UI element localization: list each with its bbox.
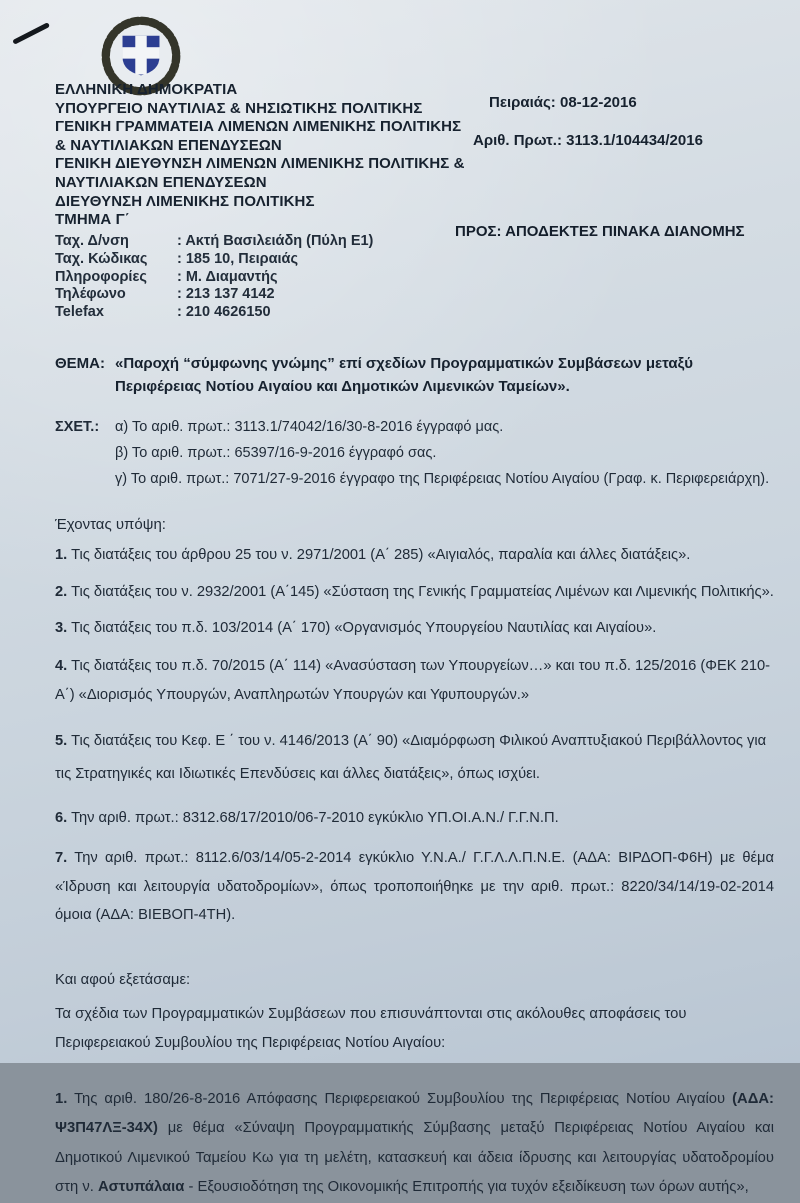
item-text: Τις διατάξεις του π.δ. 103/2014 (Α΄ 170) «Οργανισμός Υπουργείου Ναυτιλίας και Αιγαίου». (67, 620, 657, 636)
item-text: Την αριθ. πρωτ.: 8312.68/17/2010/06-7-2010 εγκύκλιο ΥΠ.ΟΙ.Α.Ν./ Γ.Γ.Ν.Π. (67, 809, 559, 826)
contact-value: : Μ. Διαμαντής (177, 268, 278, 285)
contact-row (55, 233, 415, 251)
reference-item: γ) Το αριθ. πρωτ.: 7071/27-9-2016 έγγραφο της Περιφέρειας Νοτίου Αιγαίου (Γραφ. κ. Περιφερειάρχη). (115, 471, 770, 487)
item-number: 1. (55, 547, 68, 563)
references-label: ΣΧΕΤ.: (55, 419, 100, 435)
examined-heading: Και αφού εξετάσαμε: (55, 971, 191, 988)
item-number: 7. (55, 850, 68, 866)
ministry-line: ΝΑΥΤΙΛΙΑΚΩΝ ΕΠΕΝΔΥΣΕΩΝ (55, 173, 267, 191)
item-text: Τις διατάξεις του π.δ. 70/2015 (Α΄ 114) «Ανασύσταση των Υπουργείων…» και του π.δ. 125/2016 (ΦΕΚ 210-Α΄) «Διορισμός Υπουργών, Αναπληρωτών Υπουργών και Υφυπουργών.» (55, 657, 771, 703)
ministry-line: ΓΕΝΙΚΗ ΔΙΕΥΘΥΝΣΗ ΛΙΜΕΝΩΝ ΛΙΜΕΝΙΚΗΣ ΠΟΛΙΤΙΚΗΣ & (55, 155, 465, 173)
contact-label: Πληροφορίες (55, 268, 147, 285)
item-text-segment: με θέμα «Σύναψη Προγραμματικής Σύμβασης μεταξύ Περιφέρειας Νοτίου Αιγαίου και Δημοτικού Λιμενικού Ταμείου Κω για τη μελέτη, κατασκευή και άδεια ίδρυσης και λειτουργίας υδατοδρομίου στη ν. (55, 1120, 774, 1195)
considering-item (55, 805, 774, 833)
item-text-segment: - Εξουσιοδότηση της Οικονομικής Επιτροπής για τυχόν εξειδίκευση των όρων αυτής», (184, 1179, 749, 1195)
contact-value: : 213 137 4142 (177, 286, 275, 303)
contact-label: Ταχ. Κώδικας (55, 250, 148, 267)
contact-label: Ταχ. Δ/νση (55, 233, 129, 249)
document-body (55, 352, 774, 1203)
ministry-line: ΥΠΟΥΡΓΕΙΟ ΝΑΥΤΙΛΙΑΣ & ΝΗΣΙΩΤΙΚΗΣ ΠΟΛΙΤΙΚΗΣ (55, 99, 423, 117)
item-number: 1. (55, 1090, 68, 1107)
examined-intro: Τα σχέδια των Προγραμματικών Συμβάσεων που επισυνάπτονται στις ακόλουθες αποφάσεις του Περιφερειακού Συμβουλίου της Περιφέρειας Νοτίου Αιγαίου: (55, 1005, 687, 1051)
item-number: 2. (55, 583, 68, 600)
item-text-segment-bold: Αστυπάλαια (97, 1179, 185, 1195)
contact-value: : 210 4626150 (177, 304, 271, 321)
subject-text: «Παροχή “σύμφωνης γνώμης” επί σχεδίων Προγραμματικών Συμβάσεων μεταξύ Περιφέρειας Νοτίου Αιγαίου και Δημοτικών Λιμενικών Ταμείων». (115, 355, 694, 395)
handwritten-slash-mark (12, 22, 50, 44)
item-text: Την αριθ. πρωτ.: 8112.6/03/14/05-2-2014 εγκύκλιο Υ.Ν.Α./ Γ.Γ.Λ.Λ.Π.Ν.Ε. (ΑΔΑ: ΒΙΡΔΟΠ-Φ6Η) με θέμα «Ίδρυση και λειτουργία υδατοδρομίων», όπως τροποποιήθηκε με την αριθ. πρωτ.: 8220/34/14/19-02-2014 όμοια (ΑΔΑ: ΒΙΕΒΟΠ-4ΤΗ). (55, 850, 774, 923)
place-and-date: Πειραιάς: 08-12-2016 (489, 94, 637, 111)
item-number: 5. (55, 732, 68, 749)
item-text-segment: Της αριθ. 180/26-8-2016 Απόφασης Περιφερειακού Συμβουλίου της Περιφέρειας Νοτίου Αιγαίου (67, 1090, 733, 1107)
ministry-line: & ΝΑΥΤΙΛΙΑΚΩΝ ΕΠΕΝΔΥΣΕΩΝ (55, 136, 282, 154)
references-block (55, 414, 774, 492)
reference-item: β) Το αριθ. πρωτ.: 65397/16-9-2016 έγγραφό σας. (115, 445, 437, 461)
considering-heading: Έχοντας υπόψη: (55, 516, 166, 533)
contact-row (55, 304, 415, 322)
cross-horizontal (123, 47, 160, 58)
contact-row (55, 251, 415, 269)
considering-item (55, 652, 774, 710)
considering-item (55, 725, 774, 791)
item-text: Τις διατάξεις του ν. 2932/2001 (Α΄145) «Σύσταση της Γενικής Γραμματείας Λιμένων και Λιμενικής Πολιτικής». (67, 583, 774, 600)
ministry-line: ΤΜΗΜΑ Γ΄ (55, 211, 130, 229)
considering-item (55, 615, 774, 643)
item-text-segment-bold: (ΑΔΑ: Ψ3Π47ΛΞ-34Χ) (55, 1090, 774, 1136)
item-number: 4. (55, 657, 68, 674)
contact-value: : Ακτή Βασιλειάδη (Πύλη Ε1) (177, 233, 374, 249)
examined-item-1 (55, 1085, 774, 1203)
contact-row (55, 286, 415, 304)
subject-label: ΘΕΜΑ: (55, 355, 105, 372)
item-number: 6. (55, 809, 68, 826)
contact-value: : 185 10, Πειραιάς (177, 250, 299, 267)
item-text: Τις διατάξεις του Κεφ. Ε ΄ του ν. 4146/2013 (Α΄ 90) «Διαμόρφωση Φιλικού Αναπτυξιακού Περιβάλλοντος για τις Στρατηγικές και Ιδιωτικές Επενδύσεις και άλλες διατάξεις», όπως ισχύει. (55, 732, 767, 782)
considering-item (55, 579, 774, 607)
protocol-number: Αριθ. Πρωτ.: 3113.1/104434/2016 (473, 132, 703, 149)
republic-title: ΕΛΛΗΝΙΚΗ ΔΗΜΟΚΡΑΤΙΑ (55, 81, 238, 98)
subject-block (55, 352, 774, 398)
ministry-line: ΔΙΕΥΘΥΝΣΗ ΛΙΜΕΝΙΚΗΣ ΠΟΛΙΤΙΚΗΣ (55, 192, 315, 210)
meta-block (473, 94, 783, 149)
contact-label: Telefax (55, 304, 104, 321)
considering-item (55, 844, 774, 930)
considering-item (55, 542, 774, 570)
contact-info-block (55, 233, 415, 322)
recipients-line: ΠΡΟΣ: ΑΠΟΔΕΚΤΕΣ ΠΙΝΑΚΑ ΔΙΑΝΟΜΗΣ (455, 223, 745, 240)
reference-item: α) Το αριθ. πρωτ.: 3113.1/74042/16/30-8-2016 έγγραφό μας. (115, 419, 504, 435)
contact-row (55, 269, 415, 287)
item-text: Τις διατάξεις του άρθρου 25 του ν. 2971/2001 (Α΄ 285) «Αιγιαλός, παραλία και άλλες διατάξεις». (67, 547, 691, 563)
letterhead-ministry-block (55, 81, 475, 230)
ministry-line: ΓΕΝΙΚΗ ΓΡΑΜΜΑΤΕΙΑ ΛΙΜΕΝΩΝ ΛΙΜΕΝΙΚΗΣ ΠΟΛΙΤΙΚΗΣ (55, 118, 462, 136)
contact-label: Τηλέφωνο (55, 286, 126, 303)
item-number: 3. (55, 620, 68, 636)
references-items (115, 414, 769, 492)
